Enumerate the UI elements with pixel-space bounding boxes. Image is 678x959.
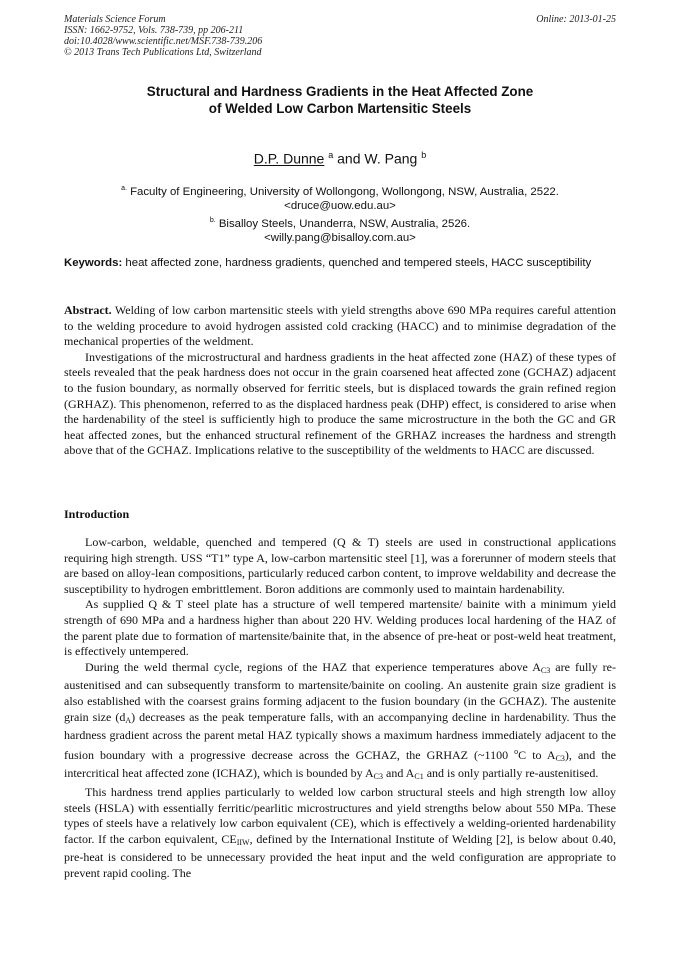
affil-text-b: Bisalloy Steels, Unanderra, NSW, Australia, 2526. [215,217,471,230]
intro-p3-text-e: ), and the intercritical heat affected zone (ICHAZ), which is bounded by A [64,747,616,781]
intro-para-4 [64,785,616,882]
author-list [64,150,616,167]
intro-p3-text-b: are fully re-austenitised and can subsequently transform to martensite/bainite on cooling. An austenite grain size gradient is also established with the coarsest grains forming adjacent to the fusion boundary (in the GCHAZ). The austenite grain size (d [64,659,616,724]
intro-para-3 [64,660,616,785]
title-line-2: of Welded Low Carbon Martensitic Steels [208,101,472,116]
affil-mark-b: b. [209,216,216,224]
intro-para-1: Low-carbon, weldable, quenched and tempered (Q & T) steels are used in constructional applications requiring high strength. USS “T1” type A, low-carbon martensitic steel [1], was a forerunner of modern steels that are based on alloy-lean compositions, particularly reduced carbon content, to improve weldability and decrease the susceptibility to hydrogen embrittlement. Boron additions are commonly used to maintain hardenability. [64,535,616,596]
abstract-para-1 [64,303,616,350]
intro-p4-sub-a: IIW [236,837,250,847]
title-line-1: Structural and Hardness Gradients in the Heat Affected Zone [146,84,534,99]
affiliation-b [64,214,616,231]
doi-line: doi:10.4028/www.scientific.net/MSF.738-739.206 [64,36,263,47]
keywords-label: Keywords: [64,257,123,269]
affiliations [64,182,616,246]
issn-line: ISSN: 1662-9752, Vols. 738-739, pp 206-211 [64,25,244,36]
intro-p3-sup-c: o [514,746,519,756]
abstract-label: Abstract. [64,303,112,317]
intro-p3-text-f: and A [383,766,415,781]
online-date: Online: 2013-01-25 [536,14,616,25]
abstract [64,303,616,459]
abstract-text-1: Welding of low carbon martensitic steels with yield strengths above 690 MPa requires careful attention to the welding procedure to avoid hydrogen assisted cold cracking (HACC) and to minimise degradation of the mechanical properties of the weldment. [64,303,616,349]
journal-name: Materials Science Forum [64,14,166,25]
journal-header [64,14,616,58]
email-a[interactable]: <druce@uow.edu.au> [284,200,396,213]
affil-text-a: Faculty of Engineering, University of Wollongong, Wollongong, NSW, Australia, 2522. [126,185,559,198]
intro-p3-sub-e: C3 [373,772,384,782]
author-sup-b: b [421,150,427,160]
intro-p3-sub-a: C3 [540,665,551,675]
author-sup-a: a [328,150,334,160]
intro-p3-text-g: and is only partially re-austenitised. [423,766,599,781]
intro-p3-text-a: During the weld thermal cycle, regions of the HAZ that experience temperatures above A [85,659,541,674]
intro-p3-sub-f: C1 [414,772,424,782]
keywords-text: heat affected zone, hardness gradients, quenched and tempered steels, HACC susceptibility [122,257,592,269]
abstract-para-2: Investigations of the microstructural and hardness gradients in the heat affected zone (HAZ) of these types of steels revealed that the peak hardness does not occur in the grain coarsened heat affected zone (GCHAZ) adjacent to the fusion boundary, as normally observed for ferritic steels, but is displaced towards the grain refined region (GRHAZ). This phenomenon, referred to as the displaced hardness peak (DHP) effect, is considered to arise when the hardenability of the steel is sufficiently high to produce the same microstructure in the both the GC and GR heat affected zones, but the enhanced structural refinement of the GRHAZ increases the hardness and strength above that of the GCHAZ. Implications relative to the susceptibility of the weldments to HACC are discussed. [64,349,616,458]
copyright-line: © 2013 Trans Tech Publications Ltd, Switzerland [64,47,262,58]
intro-p3-text-d: C to A [518,747,556,762]
section-heading-introduction: Introduction [64,507,130,521]
intro-para-2: As supplied Q & T steel plate has a structure of well tempered martensite/ bainite with a minimum yield strength of 690 MPa and a hardness higher than about 220 HV. Welding produces local hardening of the HAZ of the parent plate due to formation of martensite/bainite that, in the absence of pre-heat or post-weld heat treatment, is effectively untempered. [64,597,616,659]
intro-p3-text-c: ) decreases as the peak temperature falls, with an accompanying decline in hardenability. Thus the hardness gradient across the parent metal HAZ typically shows a maximum hardness immediately adjacent to the fusion boundary with a progressive decrease across the GCHAZ, the GRHAZ (~1100 [64,709,616,762]
intro-p3-sub-b: A [125,715,132,725]
email-b[interactable]: <willy.pang@bisalloy.com.au> [264,232,416,245]
author-pang: and W. Pang [333,150,422,167]
intro-p4-text-b: , defined by the International Institute of Welding [2], is below about 0.40, pre-heat is considered to be unnecessary provided the heat input and the weld configuration are appropriate to prevent rapid cooling. The [64,831,616,880]
introduction-body [64,535,616,881]
affiliation-a [64,182,616,199]
paper-title [64,83,616,117]
intro-p3-sub-d: C3 [555,753,565,763]
keywords [64,257,616,271]
author-dunne[interactable]: D.P. Dunne [253,150,325,167]
affil-mark-a: a. [121,185,127,192]
intro-p4-text-a: This hardness trend applies particularly to welded low carbon structural steels and high strength low alloy steels (HSLA) with essentially ferritic/pearlitic microstructures and yield strengths below about 550 MPa. These types of steels have a relatively low carbon equivalent (CE), which is effectively a welding-oriented hardenability factor. If the carbon equivalent, CE [64,784,616,846]
